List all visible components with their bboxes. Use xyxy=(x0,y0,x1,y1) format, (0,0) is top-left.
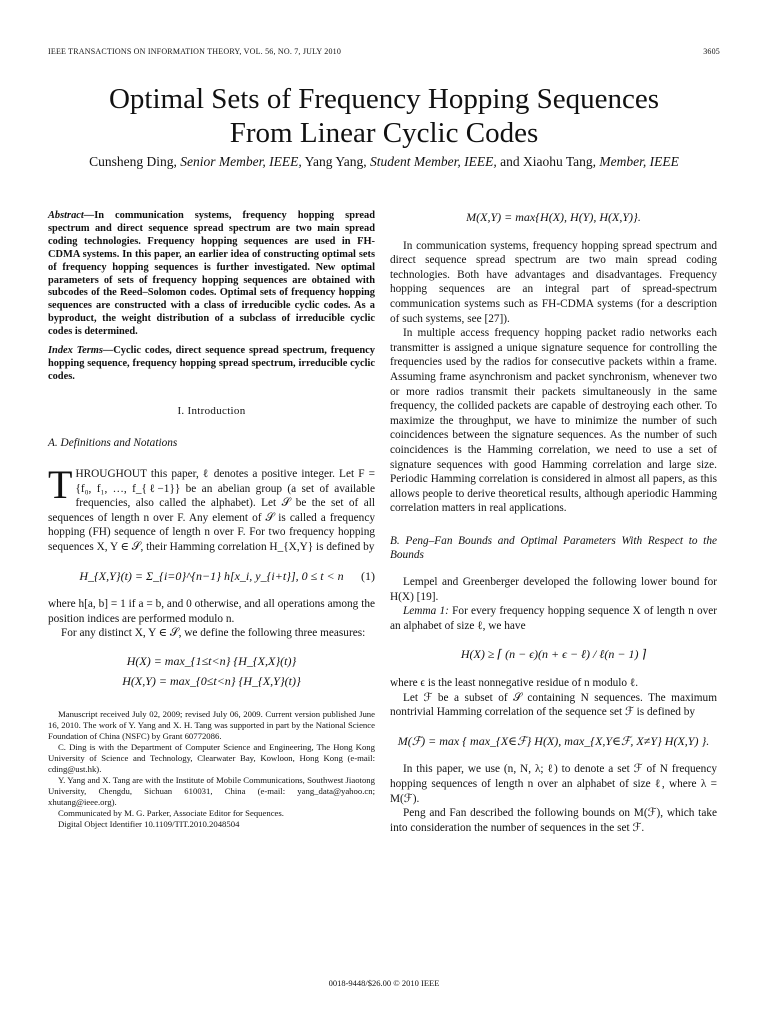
equation-1 xyxy=(48,569,375,584)
equation-formula: M(ℱ) = max { max_{X∈ℱ} H(X), max_{X,Y∈ℱ, X≠Y} H(X,Y) }. xyxy=(397,733,710,748)
paragraph: In this paper, we use (n, N, λ; ℓ) to denote a set ℱ of N frequency hopping sequences of length n over an alphabet of size ℓ, where λ = M(ℱ). xyxy=(390,763,717,805)
author-role: Senior Member, IEEE, xyxy=(180,154,302,169)
equation-lemma xyxy=(390,647,717,662)
paragraph xyxy=(48,461,375,555)
equation-formula: H(X) ≥ ⌈ (n − ϵ)(n + ϵ − ℓ) / ℓ(n − 1) ⌉ xyxy=(460,647,647,662)
subsection-heading: A. Definitions and Notations xyxy=(48,437,178,450)
right-column xyxy=(390,210,717,835)
dropcap: T xyxy=(48,461,73,507)
author-role: Student Member, IEEE, xyxy=(370,154,497,169)
author-name: Yang Yang, xyxy=(304,154,367,169)
index-terms-lead: Index Terms— xyxy=(48,345,114,357)
abstract-text: In communication systems, frequency hopping spread spectrum and direct sequence spread spectrum are two main spread coding technologies. Frequency hopping sequences are used in FH-CDMA systems. In this paper, an earlier idea of constructing optimal sets of frequency hopping sequences is further investigated. New optimal parameters of sets of frequency hopping sequences are obtained with subcodes of the Reed–Solomon codes. Optimal sets of frequency hopping sequences are constructed with a class of irreducible cyclic codes. As a byproduct, the weight distribution of a subclass of irreducible cyclic codes is determined. xyxy=(48,210,375,338)
copyright-footer: 0018-9448/$26.00 © 2010 IEEE xyxy=(328,978,440,988)
author-name: Cunsheng Ding, xyxy=(89,154,177,169)
equation-mf xyxy=(390,734,717,749)
footnote: Y. Yang and X. Tang are with the Institute of Mobile Communications, Southwest Jiaotong University, Chengdu, Sichuan 610031, China (e-mail: yang_data@yahoo.cn; xhutang@ieee.org). xyxy=(48,774,375,807)
author-name: and Xiaohu Tang, xyxy=(500,154,597,169)
author-role: Member, IEEE xyxy=(599,154,679,169)
footnote: Communicated by M. G. Parker, Associate Editor for Sequences. xyxy=(58,807,284,818)
equation-number: (1) xyxy=(361,568,375,583)
lemma xyxy=(390,604,717,633)
paragraph: For any distinct X, Y ∈ 𝒮, we define the following three measures: xyxy=(61,627,366,640)
section-heading: I. Introduction xyxy=(177,404,246,417)
equation-hx: H(X) = max_{1≤t<n} {H_{X,X}(t)} xyxy=(126,653,297,668)
running-head xyxy=(48,47,720,56)
page-number: 3605 xyxy=(703,47,720,56)
equation-m xyxy=(390,210,717,225)
measures-equations xyxy=(48,651,375,691)
paragraph: where h[a, b] = 1 if a = b, and 0 otherwise, and all operations among the position indices are performed modulo n. xyxy=(48,598,375,625)
paragraph: Peng and Fan described the following bounds on M(ℱ), which take into consideration the number of sequences in the set ℱ. xyxy=(390,807,717,834)
abstract-lead: Abstract— xyxy=(48,210,95,221)
author-list xyxy=(0,154,768,170)
paragraph: In communication systems, frequency hopping spread spectrum and direct sequence spread spectrum are two main spread coding technologies. Both have advantages and disadvantages. Frequency hopping sequences are an integral part of spread-spectrum communication systems such as FH-CDMA systems (for a description of such systems, see [27]). xyxy=(390,239,717,325)
equation-formula: M(X,Y) = max{H(X), H(Y), H(X,Y)}. xyxy=(466,210,641,224)
paragraph: Lempel and Greenberger developed the following lower bound for H(X) [19]. xyxy=(390,576,717,603)
left-column xyxy=(48,210,375,830)
equation-formula: H_{X,Y}(t) = Σ_{i=0}^{n−1} h[x_i, y_{i+t}], 0 ≤ t < n xyxy=(79,568,344,583)
footnote: Digital Object Identifier 10.1109/TIT.2010.2048504 xyxy=(58,818,240,829)
paragraph: where ϵ is the least nonnegative residue of n modulo ℓ. xyxy=(390,677,639,690)
footnotes xyxy=(48,709,375,830)
lemma-text: For every frequency hopping sequence X of length n over an alphabet of size ℓ, we have xyxy=(390,605,718,632)
footnote: Manuscript received July 02, 2009; revised July 06, 2009. Current version published June 16, 2010. The work of Y. Yang and X. H. Tang was supported in part by the National Science Foundation of China (NSFC) by Grant 60772086. xyxy=(48,708,375,741)
paragraph-text: HROUGHOUT this paper, ℓ denotes a positive integer. Let F = {f₀, f₁, …, f_{ℓ−1}} be an abelian group (a set of available frequencies, also called the alphabet). Let 𝒮 be the set of all sequences of length n over F. Any element of 𝒮 is called a frequency hopping (FH) sequence of length n over F. For two frequency hopping sequences X, Y ∈ 𝒮, their Hamming correlation H_{X,Y} is defined by xyxy=(48,467,375,553)
subsection-heading: B. Peng–Fan Bounds and Optimal Parameters With Respect to the Bounds xyxy=(390,534,717,562)
footnote: C. Ding is with the Department of Computer Science and Engineering, The Hong Kong University of Science and Technology, Clearwater Bay, Kowloon, Hong Kong (e-mail: cding@ust.hk). xyxy=(48,741,375,774)
index-terms xyxy=(48,345,375,384)
abstract xyxy=(48,210,375,339)
lemma-label: Lemma 1: xyxy=(403,605,449,618)
index-terms-text: Cyclic codes, direct sequence spread spectrum, frequency hopping sequence, frequency hopping spread spectrum, irreducible cyclic codes. xyxy=(48,345,375,382)
equation-hxy: H(X,Y) = max_{0≤t<n} {H_{X,Y}(t)} xyxy=(122,673,301,688)
title-line-1: Optimal Sets of Frequency Hopping Sequences xyxy=(108,83,660,115)
paper-title xyxy=(0,82,768,150)
paragraph: Let ℱ be a subset of 𝒮 containing N sequences. The maximum nontrivial Hamming correlation of the sequence set ℱ is defined by xyxy=(390,691,717,719)
paragraph: In multiple access frequency hopping packet radio networks each transmitter is assigned a unique signature sequence for controlling the frequencies used by the radios for consecutive packets within a frame. Assuming frame asynchronism and packet synchronism, whenever two or more radios transmit their packets simultaneously in the same frequency, the collided packets are capable of destroying each other. To maximize the throughput, we have to minimize the number of such coincidences between the signature sequences. As the number of such coincidences is the Hamming correlation, we need to use a set of signature sequences with good Hamming correlation and large size. Periodic Hamming correlation is considered in almost all papers, as this allows people to derive theoretical results, although aperiodic Hamming correlation matters in real applications. xyxy=(390,327,717,515)
journal-citation: IEEE TRANSACTIONS ON INFORMATION THEORY, VOL. 56, NO. 7, JULY 2010 xyxy=(48,47,342,56)
title-line-2: From Linear Cyclic Codes xyxy=(229,117,539,149)
